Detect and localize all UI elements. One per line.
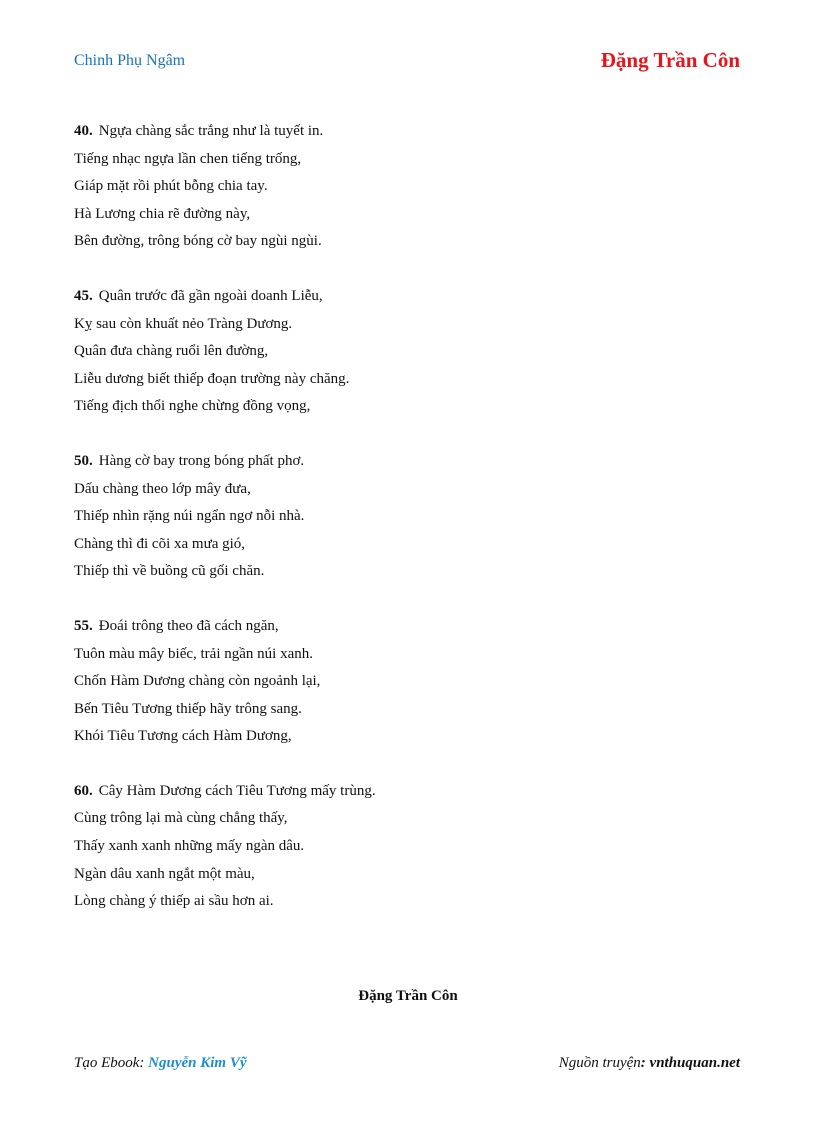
verse-text: Hàng cờ bay trong bóng phất phơ. [98,452,305,469]
verse-line: Tuôn màu mây biếc, trải ngần núi xanh. [74,645,313,662]
document-title: Chinh Phụ Ngâm [74,52,186,69]
verse-line: Chốn Hàm Dương chàng còn ngoảnh lại, [74,673,321,690]
verse-line: Thiếp thì về buồng cũ gối chăn. [74,563,265,580]
verse-line: Cùng trông lại mà cùng chẳng thấy, [74,810,288,827]
verse-line: Tiếng nhạc ngựa lần chen tiếng trống, [74,150,302,167]
verse-line [74,118,734,146]
verse-line: Thấy xanh xanh những mấy ngàn dâu. [74,838,305,855]
verse-line: Thiếp nhìn rặng núi ngẩn ngơ nỗi nhà. [74,508,305,525]
poem-body [74,118,734,943]
stanza [74,613,734,751]
ebook-credit-name[interactable]: Nguyễn Kim Vỹ [148,1055,247,1071]
verse-text: Cây Hàm Dương cách Tiêu Tương mấy trùng. [98,782,376,799]
verse-text: Ngựa chàng sắc trắng như là tuyết in. [98,123,324,139]
ebook-credit [74,1055,247,1072]
stanza-number: 40. [74,123,93,139]
verse-line [74,448,734,476]
source-credit-link[interactable]: vnthuquan.net [649,1055,740,1071]
verse-line: Lòng chàng ý thiếp ai sầu hơn ai. [74,893,274,910]
source-credit [559,1055,740,1072]
ebook-credit-label: Tạo Ebook [74,1055,140,1071]
verse-line [74,283,734,311]
signature: Đặng Trần Côn [358,988,458,1004]
verse-text: Quân trước đã gần ngoài doanh Liễu, [98,287,323,304]
verse-line: Bên đường, trông bóng cờ bay ngùi ngùi. [74,233,322,250]
stanza-number: 45. [74,287,93,304]
stanza [74,118,734,256]
verse-line: Giáp mặt rồi phút bỗng chia tay. [74,178,268,195]
verse-line: Chàng thì đi cõi xa mưa gió, [74,535,246,552]
stanza [74,778,734,916]
stanza [74,283,734,421]
source-credit-separator: : [640,1055,650,1071]
verse-line: Bến Tiêu Tương thiếp hãy trông sang. [74,700,302,717]
author-heading: Đặng Trần Côn [600,48,740,72]
verse-line [74,778,734,806]
verse-line [74,613,734,641]
verse-text: Đoái trông theo đã cách ngăn, [98,617,279,634]
stanza-number: 50. [74,452,93,469]
stanza [74,448,734,586]
verse-line: Quân đưa chàng ruổi lên đường, [74,343,269,360]
verse-line: Hà Lương chia rẽ đường này, [74,205,251,222]
verse-line: Tiếng địch thổi nghe chừng đồng vọng, [74,398,311,415]
verse-line: Ngàn dâu xanh ngắt một màu, [74,865,255,882]
verse-line: Khói Tiêu Tương cách Hàm Dương, [74,728,292,745]
verse-line: Kỵ sau còn khuất nẻo Tràng Dương. [74,315,293,332]
verse-line: Liễu dương biết thiếp đoạn trường này chăng. [74,370,350,387]
stanza-number: 60. [74,782,93,799]
source-credit-label: Nguồn truyện [558,1055,641,1071]
ebook-credit-separator: : [139,1055,149,1071]
stanza-number: 55. [74,617,93,634]
verse-line: Dấu chàng theo lớp mây đưa, [74,480,251,497]
